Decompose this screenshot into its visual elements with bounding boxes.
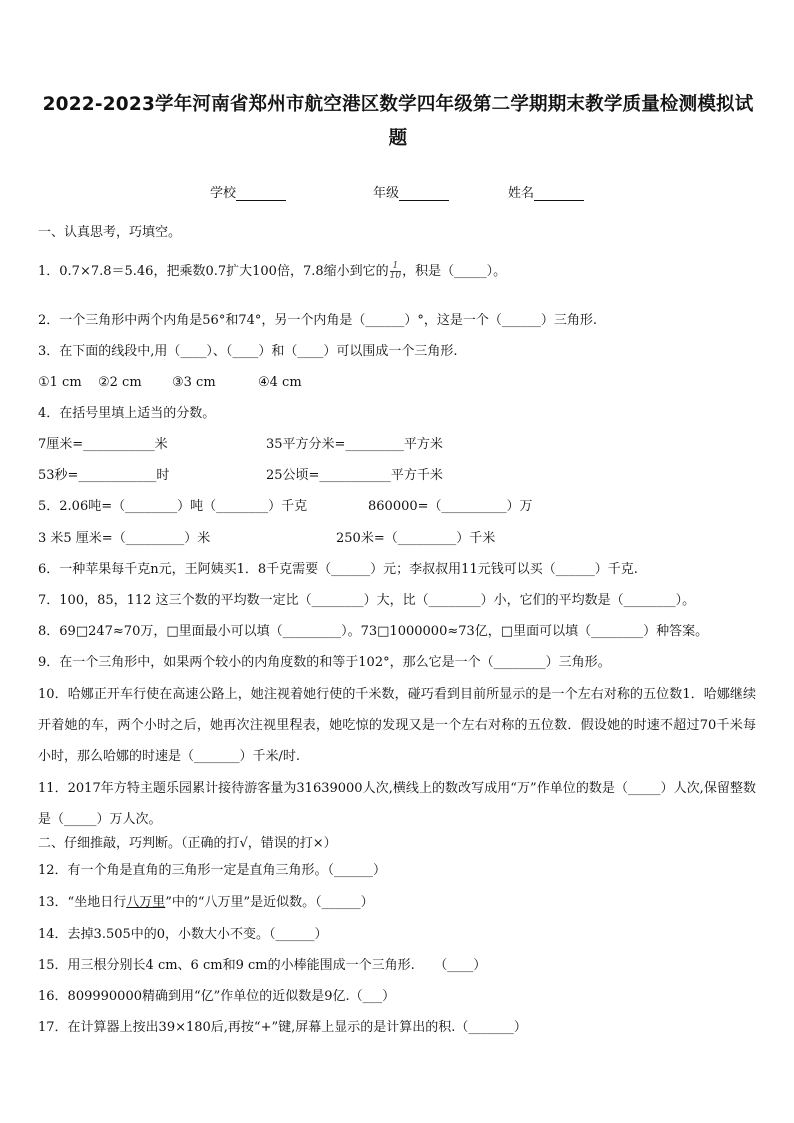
question-2: 2．一个三角形中两个内角是56°和74°，另一个内角是（______）°，这是一个（______）三角形. — [38, 313, 597, 328]
question-10: 10．哈娜正开车行使在高速公路上，她注视着她行使的千米数，碰巧看到目前所显示的是一个左右对称的五位数1．哈娜继续开着她的车，两个小时之后，她再次注视里程表，她吃惊的发现又是一个左右对称的五位数．假设她的时速不超过70千米每小时，那么哈娜的时速是（_______）千米/时. — [38, 687, 756, 764]
page-title: 2022-2023学年河南省郑州市航空港区数学四年级第二学期期末教学质量检测模拟试题 — [42, 94, 754, 149]
q4-item-3: 53秒=____________时 — [38, 468, 170, 483]
grade-field — [373, 182, 449, 201]
question-13-text-b: ”中的“八万里”是近似数。（______） — [165, 895, 374, 910]
q3-option-3: ③3 cm — [172, 375, 216, 390]
question-4: 4．在括号里填上适当的分数。 — [38, 406, 216, 421]
underlined-phrase: 八万里 — [126, 895, 166, 910]
fraction — [390, 262, 401, 281]
name-field — [508, 182, 584, 201]
q3-option-2: ②2 cm — [98, 375, 142, 390]
question-12: 12．有一个角是直角的三角形一定是直角三角形。（______） — [38, 863, 387, 878]
question-1 — [38, 262, 506, 281]
question-5-a: 5．2.06吨=（________）吨（________）千克 — [38, 499, 308, 514]
question-11: 11．2017年方特主题乐园累计接待游客量为31639000人次,横线上的数改写成用“万”作单位的数是（_____）人次,保留整数是（_____）万人次。 — [38, 781, 756, 827]
question-8: 8．69□247≈70万，□里面最小可以填（_________）。73□1000000≈73亿，□里面可以填（________）种答案。 — [38, 624, 709, 639]
question-5-d: 250米=（_________）千米 — [336, 531, 496, 546]
question-7: 7．100，85，112 这三个数的平均数一定比（________）大，比（________）小，它们的平均数是（________）。 — [38, 593, 696, 608]
name-blank[interactable] — [534, 186, 584, 201]
question-16: 16．809990000精确到用“亿”作单位的近似数是9亿.（___） — [38, 989, 396, 1004]
question-1-text-b: ，积是（_____）。 — [402, 264, 507, 279]
question-6: 6．一种苹果每千克n元，王阿姨买1．8千克需要（______）元；李叔叔用11元钱可以买（______）千克. — [38, 562, 638, 577]
question-9: 9．在一个三角形中，如果两个较小的内角度数的和等于102°，那么它是一个（________）三角形。 — [38, 655, 611, 670]
question-3: 3．在下面的线段中,用（____）、（____）和（____）可以围成一个三角形. — [38, 344, 458, 359]
question-1-text-a: 1．0.7×7.8＝5.46，把乘数0.7扩大100倍，7.8缩小到它的 — [38, 264, 389, 279]
q4-item-1: 7厘米=___________米 — [38, 437, 168, 452]
school-field — [210, 182, 286, 201]
fraction-denominator: 10 — [389, 271, 402, 281]
question-13 — [38, 894, 374, 912]
question-15: 15．用三根分别长4 cm、6 cm和9 cm的小棒能围成一个三角形. （____） — [38, 958, 487, 973]
section-2-heading: 二、仔细推敲，巧判断。（正确的打√，错误的打×） — [38, 836, 337, 851]
question-14: 14．去掉3.505中的0，小数大小不变。（______） — [38, 927, 328, 942]
question-17: 17．在计算器上按出39×180后,再按“+”键,屏幕上显示的是计算出的积.（_______） — [38, 1020, 527, 1035]
name-label: 姓名 — [508, 186, 535, 201]
fraction-numerator: 1 — [390, 262, 401, 272]
q3-option-1: ①1 cm — [38, 375, 82, 390]
grade-blank[interactable] — [399, 186, 449, 201]
school-blank[interactable] — [236, 186, 286, 201]
q4-item-2: 35平方分米=_________平方米 — [266, 437, 443, 452]
question-5-c: 3 米5 厘米=（_________）米 — [38, 531, 211, 546]
q3-option-4: ④4 cm — [258, 375, 302, 390]
q4-item-4: 25公顷=___________平方千米 — [266, 468, 443, 483]
school-label: 学校 — [210, 186, 237, 201]
section-1-heading: 一、认真思考，巧填空。 — [38, 225, 182, 240]
grade-label: 年级 — [373, 186, 400, 201]
question-13-text-a: 13．“坐地日行 — [38, 895, 127, 910]
question-5-b: 860000=（__________）万 — [368, 499, 533, 514]
